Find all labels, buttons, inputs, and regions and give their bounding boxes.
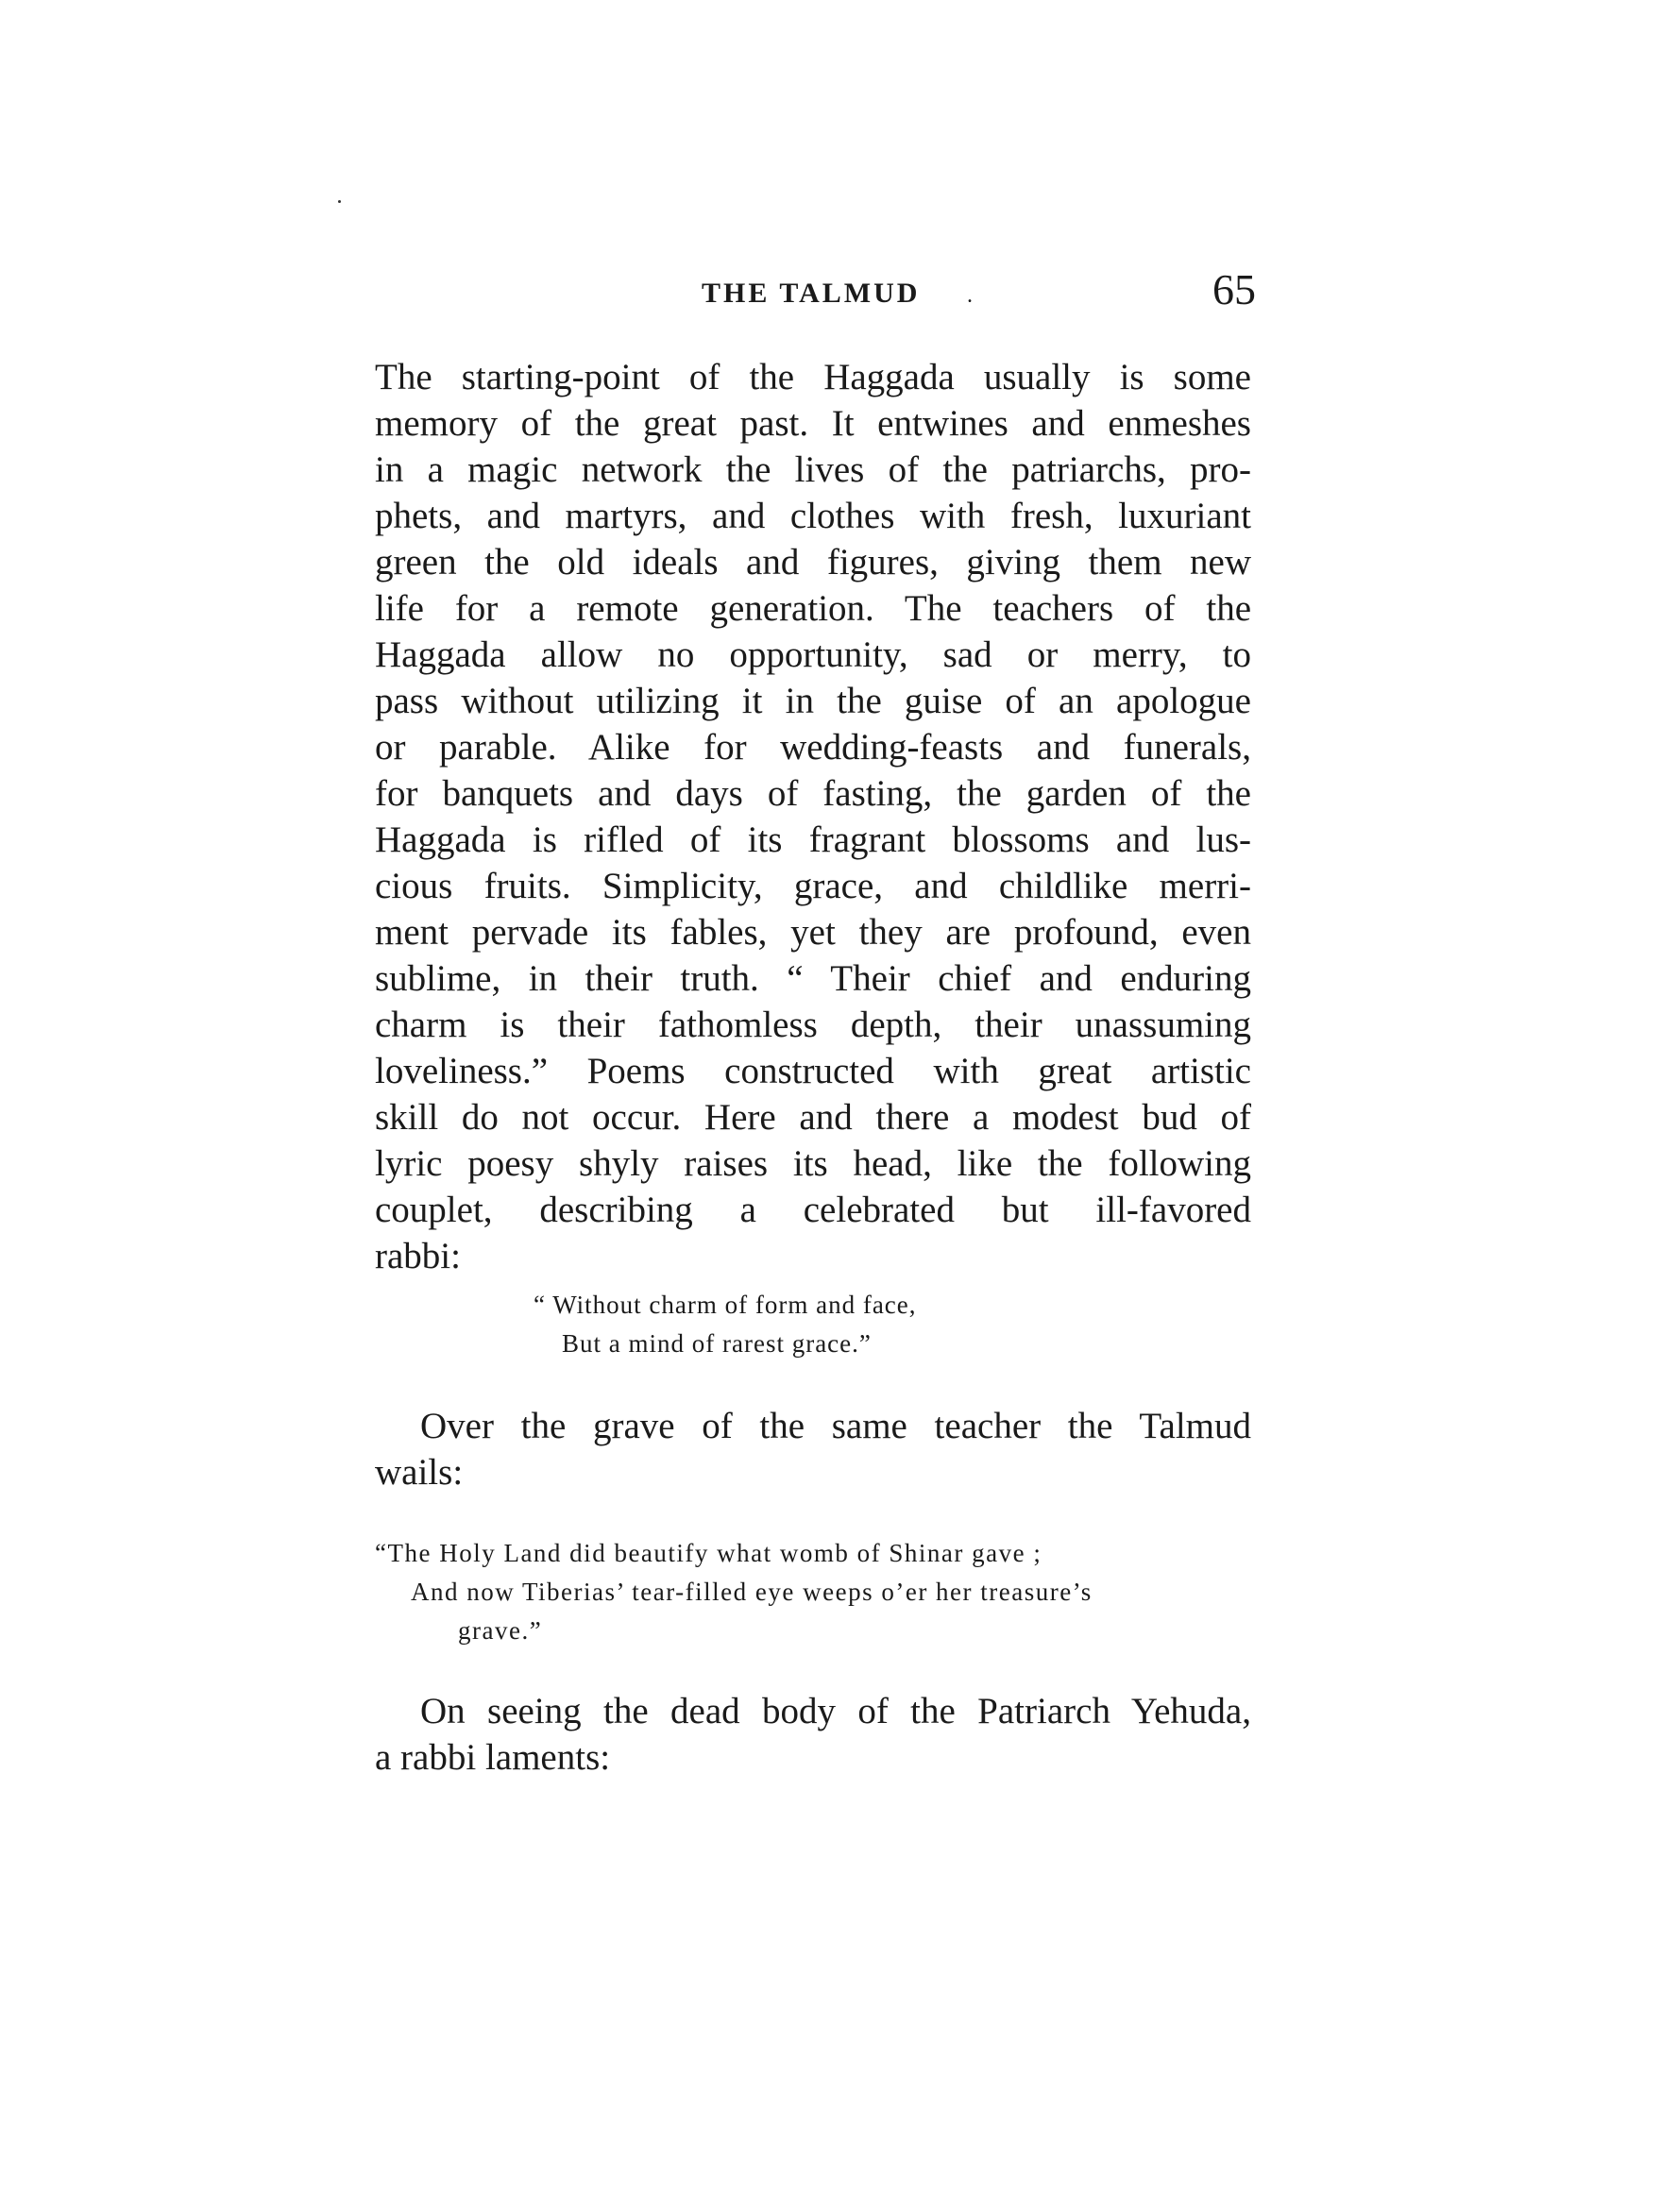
paragraph-1-line-6: life for a remote generation. The teachers of the bbox=[375, 588, 1251, 629]
paragraph-1-line-16: loveliness.” Poems constructed with great artistic bbox=[375, 1051, 1251, 1091]
verse-2-line-2: And now Tiberias’ tear-filled eye weeps o’er her treasure’s bbox=[411, 1578, 1093, 1606]
running-head: THE TALMUD bbox=[702, 278, 921, 309]
paragraph-2-line-2: wails: bbox=[375, 1452, 464, 1493]
paragraph-1-line-12: cious fruits. Simplicity, grace, and childlike merri- bbox=[375, 866, 1251, 906]
paragraph-1-line-4: phets, and martyrs, and clothes with fresh, luxuriant bbox=[375, 496, 1251, 536]
paragraph-1-line-2: memory of the great past. It entwines and enmeshes bbox=[375, 403, 1251, 444]
verse-1-line-1: “ Without charm of form and face, bbox=[534, 1291, 917, 1319]
paragraph-1-line-8: pass without utilizing it in the guise of an apologue bbox=[375, 681, 1251, 721]
header-separator: . bbox=[967, 283, 973, 308]
verse-2-line-3: grave.” bbox=[458, 1616, 543, 1645]
page-header bbox=[373, 264, 1256, 321]
paragraph-1-line-3: in a magic network the lives of the patriarchs, pro- bbox=[375, 449, 1251, 490]
paragraph-1-line-17: skill do not occur. Here and there a modest bud of bbox=[375, 1097, 1251, 1138]
scan-speck bbox=[338, 200, 341, 203]
paragraph-3-line-1: On seeing the dead body of the Patriarch Yehuda, bbox=[420, 1691, 1251, 1731]
paragraph-1-line-1: The starting-point of the Haggada usually is some bbox=[375, 357, 1251, 397]
page-number: 65 bbox=[1212, 265, 1256, 313]
paragraph-1-line-9: or parable. Alike for wedding-feasts and funerals, bbox=[375, 727, 1251, 768]
paragraph-1-line-10: for banquets and days of fasting, the garden of the bbox=[375, 773, 1251, 814]
paragraph-1-line-7: Haggada allow no opportunity, sad or merry, to bbox=[375, 634, 1251, 675]
paragraph-2-line-1: Over the grave of the same teacher the Talmud bbox=[420, 1406, 1251, 1446]
paragraph-1-line-20: rabbi: bbox=[375, 1236, 461, 1276]
paragraph-1-line-15: charm is their fathomless depth, their unassuming bbox=[375, 1005, 1251, 1045]
verse-1-line-2: But a mind of rarest grace.” bbox=[562, 1329, 872, 1358]
verse-2-line-1: “The Holy Land did beautify what womb of Shinar gave ; bbox=[375, 1539, 1042, 1567]
paragraph-1-line-19: couplet, describing a celebrated but ill-favored bbox=[375, 1190, 1251, 1230]
paragraph-1-line-5: green the old ideals and figures, giving them new bbox=[375, 542, 1251, 583]
paragraph-1-line-11: Haggada is rifled of its fragrant blossoms and lus- bbox=[375, 819, 1251, 860]
paragraph-1-line-18: lyric poesy shyly raises its head, like the following bbox=[375, 1143, 1251, 1184]
paragraph-3-line-2: a rabbi laments: bbox=[375, 1737, 611, 1778]
paragraph-1-line-13: ment pervade its fables, yet they are profound, even bbox=[375, 912, 1251, 953]
paragraph-1-line-14: sublime, in their truth. “ Their chief and enduring bbox=[375, 958, 1251, 999]
